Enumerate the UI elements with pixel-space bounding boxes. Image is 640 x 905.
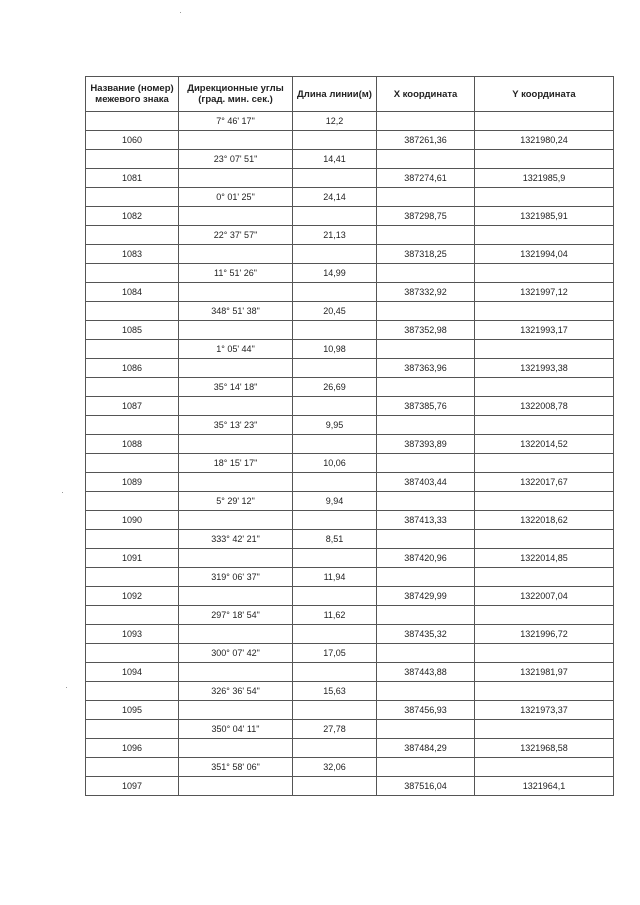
table-row — [86, 378, 614, 397]
mark-name-cell: 1087 — [86, 397, 179, 416]
table-row — [86, 720, 614, 739]
direction-angle-cell — [179, 663, 293, 682]
x-coordinate-cell — [377, 644, 475, 663]
x-coordinate-cell — [377, 682, 475, 701]
line-length-cell — [293, 207, 377, 226]
direction-angle-cell — [179, 739, 293, 758]
mark-name-cell: 1085 — [86, 321, 179, 340]
x-coordinate-cell: 387393,89 — [377, 435, 475, 454]
x-coordinate-cell — [377, 226, 475, 245]
x-coordinate-cell: 387352,98 — [377, 321, 475, 340]
line-length-cell: 15,63 — [293, 682, 377, 701]
mark-name-cell — [86, 226, 179, 245]
mark-name-cell — [86, 378, 179, 397]
mark-name-cell — [86, 758, 179, 777]
mark-name-cell — [86, 530, 179, 549]
table-row — [86, 397, 614, 416]
direction-angle-cell — [179, 321, 293, 340]
line-length-cell — [293, 587, 377, 606]
line-length-cell: 9,94 — [293, 492, 377, 511]
x-coordinate-cell: 387332,92 — [377, 283, 475, 302]
line-length-cell: 11,62 — [293, 606, 377, 625]
x-coordinate-cell — [377, 264, 475, 283]
table-row — [86, 340, 614, 359]
y-coordinate-cell — [475, 758, 614, 777]
mark-name-cell: 1084 — [86, 283, 179, 302]
table-row — [86, 245, 614, 264]
line-length-cell — [293, 397, 377, 416]
y-coordinate-cell — [475, 530, 614, 549]
mark-name-cell — [86, 720, 179, 739]
line-length-cell — [293, 511, 377, 530]
line-length-cell: 17,05 — [293, 644, 377, 663]
mark-name-cell — [86, 682, 179, 701]
table-row — [86, 150, 614, 169]
table-row — [86, 758, 614, 777]
table-row — [86, 321, 614, 340]
direction-angle-cell: 319° 06' 37" — [179, 568, 293, 587]
table-row — [86, 416, 614, 435]
direction-angle-cell — [179, 397, 293, 416]
x-coordinate-cell: 387456,93 — [377, 701, 475, 720]
mark-name-cell — [86, 302, 179, 321]
table-row — [86, 283, 614, 302]
x-coordinate-cell — [377, 112, 475, 131]
y-coordinate-cell: 1321964,1 — [475, 777, 614, 796]
direction-angle-cell: 35° 14' 18" — [179, 378, 293, 397]
direction-angle-cell — [179, 207, 293, 226]
line-length-cell: 14,99 — [293, 264, 377, 283]
boundary-coordinates-table — [85, 76, 614, 796]
table-row — [86, 359, 614, 378]
mark-name-cell: 1081 — [86, 169, 179, 188]
line-length-cell: 10,06 — [293, 454, 377, 473]
table-row — [86, 682, 614, 701]
scan-speck — [180, 12, 181, 13]
y-coordinate-cell — [475, 568, 614, 587]
table-row — [86, 701, 614, 720]
x-coordinate-cell — [377, 530, 475, 549]
y-coordinate-cell: 1321980,24 — [475, 131, 614, 150]
mark-name-cell — [86, 150, 179, 169]
mark-name-cell — [86, 606, 179, 625]
y-coordinate-cell: 1322014,52 — [475, 435, 614, 454]
line-length-cell — [293, 131, 377, 150]
direction-angle-cell: 326° 36' 54" — [179, 682, 293, 701]
line-length-cell — [293, 701, 377, 720]
y-coordinate-cell — [475, 226, 614, 245]
direction-angle-cell: 300° 07' 42" — [179, 644, 293, 663]
table-row — [86, 226, 614, 245]
y-coordinate-cell — [475, 682, 614, 701]
direction-angle-cell — [179, 131, 293, 150]
x-coordinate-cell: 387443,88 — [377, 663, 475, 682]
y-coordinate-cell: 1321994,04 — [475, 245, 614, 264]
x-coordinate-cell: 387363,96 — [377, 359, 475, 378]
direction-angle-cell: 35° 13' 23" — [179, 416, 293, 435]
line-length-cell: 12,2 — [293, 112, 377, 131]
x-coordinate-cell: 387435,32 — [377, 625, 475, 644]
y-coordinate-cell — [475, 416, 614, 435]
mark-name-cell — [86, 454, 179, 473]
x-coordinate-cell — [377, 378, 475, 397]
direction-angle-cell: 0° 01' 25" — [179, 188, 293, 207]
line-length-cell — [293, 321, 377, 340]
direction-angle-cell: 18° 15' 17" — [179, 454, 293, 473]
y-coordinate-cell: 1321985,9 — [475, 169, 614, 188]
x-coordinate-cell — [377, 568, 475, 587]
line-length-cell — [293, 663, 377, 682]
line-length-cell — [293, 625, 377, 644]
x-coordinate-cell: 387429,99 — [377, 587, 475, 606]
direction-angle-cell — [179, 777, 293, 796]
mark-name-cell — [86, 188, 179, 207]
x-coordinate-cell — [377, 758, 475, 777]
direction-angle-cell: 351° 58' 06" — [179, 758, 293, 777]
y-coordinate-cell — [475, 302, 614, 321]
mark-name-cell: 1093 — [86, 625, 179, 644]
x-coordinate-cell: 387274,61 — [377, 169, 475, 188]
line-length-cell — [293, 245, 377, 264]
mark-name-cell: 1097 — [86, 777, 179, 796]
y-coordinate-cell: 1321981,97 — [475, 663, 614, 682]
line-length-cell: 27,78 — [293, 720, 377, 739]
x-coordinate-cell: 387420,96 — [377, 549, 475, 568]
y-coordinate-cell — [475, 188, 614, 207]
direction-angle-cell — [179, 283, 293, 302]
table-row — [86, 568, 614, 587]
table-row — [86, 663, 614, 682]
table-row — [86, 606, 614, 625]
mark-name-cell: 1096 — [86, 739, 179, 758]
x-coordinate-cell — [377, 720, 475, 739]
x-coordinate-cell: 387261,36 — [377, 131, 475, 150]
y-coordinate-cell: 1321996,72 — [475, 625, 614, 644]
line-length-cell: 32,06 — [293, 758, 377, 777]
header-y-coordinate: Y координата — [475, 77, 614, 112]
y-coordinate-cell — [475, 606, 614, 625]
y-coordinate-cell: 1322007,04 — [475, 587, 614, 606]
mark-name-cell: 1082 — [86, 207, 179, 226]
line-length-cell — [293, 359, 377, 378]
mark-name-cell: 1060 — [86, 131, 179, 150]
direction-angle-cell — [179, 169, 293, 188]
mark-name-cell — [86, 112, 179, 131]
line-length-cell — [293, 435, 377, 454]
table-row — [86, 492, 614, 511]
table-row — [86, 587, 614, 606]
table-row — [86, 530, 614, 549]
x-coordinate-cell: 387413,33 — [377, 511, 475, 530]
direction-angle-cell — [179, 701, 293, 720]
direction-angle-cell — [179, 359, 293, 378]
mark-name-cell: 1095 — [86, 701, 179, 720]
line-length-cell: 26,69 — [293, 378, 377, 397]
y-coordinate-cell: 1322018,62 — [475, 511, 614, 530]
direction-angle-cell: 348° 51' 38" — [179, 302, 293, 321]
y-coordinate-cell: 1321993,17 — [475, 321, 614, 340]
x-coordinate-cell — [377, 606, 475, 625]
header-mark-name: Название (номер) межевого знака — [86, 77, 179, 112]
line-length-cell: 24,14 — [293, 188, 377, 207]
table-row — [86, 264, 614, 283]
direction-angle-cell — [179, 245, 293, 264]
x-coordinate-cell — [377, 454, 475, 473]
y-coordinate-cell: 1321985,91 — [475, 207, 614, 226]
direction-angle-cell: 1° 05' 44" — [179, 340, 293, 359]
direction-angle-cell — [179, 587, 293, 606]
mark-name-cell — [86, 644, 179, 663]
table-row — [86, 207, 614, 226]
line-length-cell — [293, 283, 377, 302]
header-line-length: Длина линии(м) — [293, 77, 377, 112]
line-length-cell — [293, 739, 377, 758]
x-coordinate-cell — [377, 150, 475, 169]
table-row — [86, 777, 614, 796]
line-length-cell — [293, 777, 377, 796]
line-length-cell: 20,45 — [293, 302, 377, 321]
y-coordinate-cell: 1322008,78 — [475, 397, 614, 416]
mark-name-cell — [86, 492, 179, 511]
y-coordinate-cell: 1321993,38 — [475, 359, 614, 378]
direction-angle-cell — [179, 549, 293, 568]
y-coordinate-cell: 1322017,67 — [475, 473, 614, 492]
header-x-coordinate: X координата — [377, 77, 475, 112]
table-row — [86, 454, 614, 473]
line-length-cell — [293, 169, 377, 188]
direction-angle-cell: 22° 37' 57" — [179, 226, 293, 245]
x-coordinate-cell — [377, 340, 475, 359]
mark-name-cell: 1094 — [86, 663, 179, 682]
table-row — [86, 112, 614, 131]
table-row — [86, 625, 614, 644]
y-coordinate-cell — [475, 492, 614, 511]
x-coordinate-cell: 387516,04 — [377, 777, 475, 796]
y-coordinate-cell — [475, 454, 614, 473]
x-coordinate-cell — [377, 188, 475, 207]
line-length-cell — [293, 549, 377, 568]
x-coordinate-cell: 387298,75 — [377, 207, 475, 226]
direction-angle-cell — [179, 511, 293, 530]
line-length-cell — [293, 473, 377, 492]
direction-angle-cell: 7° 46' 17" — [179, 112, 293, 131]
y-coordinate-cell — [475, 112, 614, 131]
scan-speck — [66, 687, 67, 688]
direction-angle-cell — [179, 625, 293, 644]
mark-name-cell: 1088 — [86, 435, 179, 454]
direction-angle-cell: 297° 18' 54" — [179, 606, 293, 625]
y-coordinate-cell — [475, 720, 614, 739]
table-row — [86, 511, 614, 530]
table-header-row — [86, 77, 614, 112]
y-coordinate-cell — [475, 378, 614, 397]
direction-angle-cell — [179, 473, 293, 492]
table-row — [86, 302, 614, 321]
y-coordinate-cell — [475, 264, 614, 283]
table-row — [86, 549, 614, 568]
direction-angle-cell: 23° 07' 51" — [179, 150, 293, 169]
mark-name-cell: 1092 — [86, 587, 179, 606]
table-row — [86, 435, 614, 454]
x-coordinate-cell — [377, 492, 475, 511]
y-coordinate-cell: 1322014,85 — [475, 549, 614, 568]
mark-name-cell: 1083 — [86, 245, 179, 264]
x-coordinate-cell: 387484,29 — [377, 739, 475, 758]
line-length-cell: 8,51 — [293, 530, 377, 549]
line-length-cell: 9,95 — [293, 416, 377, 435]
y-coordinate-cell — [475, 644, 614, 663]
header-direction-angle: Дирекционные углы (град. мин. сек.) — [179, 77, 293, 112]
scan-speck — [62, 492, 63, 493]
mark-name-cell — [86, 416, 179, 435]
y-coordinate-cell: 1321968,58 — [475, 739, 614, 758]
table-row — [86, 739, 614, 758]
x-coordinate-cell: 387385,76 — [377, 397, 475, 416]
table-row — [86, 188, 614, 207]
line-length-cell: 21,13 — [293, 226, 377, 245]
line-length-cell: 10,98 — [293, 340, 377, 359]
y-coordinate-cell — [475, 150, 614, 169]
line-length-cell: 11,94 — [293, 568, 377, 587]
x-coordinate-cell: 387318,25 — [377, 245, 475, 264]
mark-name-cell: 1091 — [86, 549, 179, 568]
mark-name-cell: 1089 — [86, 473, 179, 492]
table-row — [86, 473, 614, 492]
direction-angle-cell — [179, 435, 293, 454]
table-row — [86, 131, 614, 150]
direction-angle-cell: 350° 04' 11" — [179, 720, 293, 739]
mark-name-cell: 1090 — [86, 511, 179, 530]
direction-angle-cell: 11° 51' 26" — [179, 264, 293, 283]
mark-name-cell — [86, 568, 179, 587]
mark-name-cell — [86, 340, 179, 359]
x-coordinate-cell — [377, 416, 475, 435]
x-coordinate-cell — [377, 302, 475, 321]
direction-angle-cell: 333° 42' 21" — [179, 530, 293, 549]
mark-name-cell: 1086 — [86, 359, 179, 378]
table-row — [86, 169, 614, 188]
line-length-cell: 14,41 — [293, 150, 377, 169]
mark-name-cell — [86, 264, 179, 283]
direction-angle-cell: 5° 29' 12" — [179, 492, 293, 511]
table-row — [86, 644, 614, 663]
y-coordinate-cell: 1321997,12 — [475, 283, 614, 302]
x-coordinate-cell: 387403,44 — [377, 473, 475, 492]
y-coordinate-cell: 1321973,37 — [475, 701, 614, 720]
y-coordinate-cell — [475, 340, 614, 359]
